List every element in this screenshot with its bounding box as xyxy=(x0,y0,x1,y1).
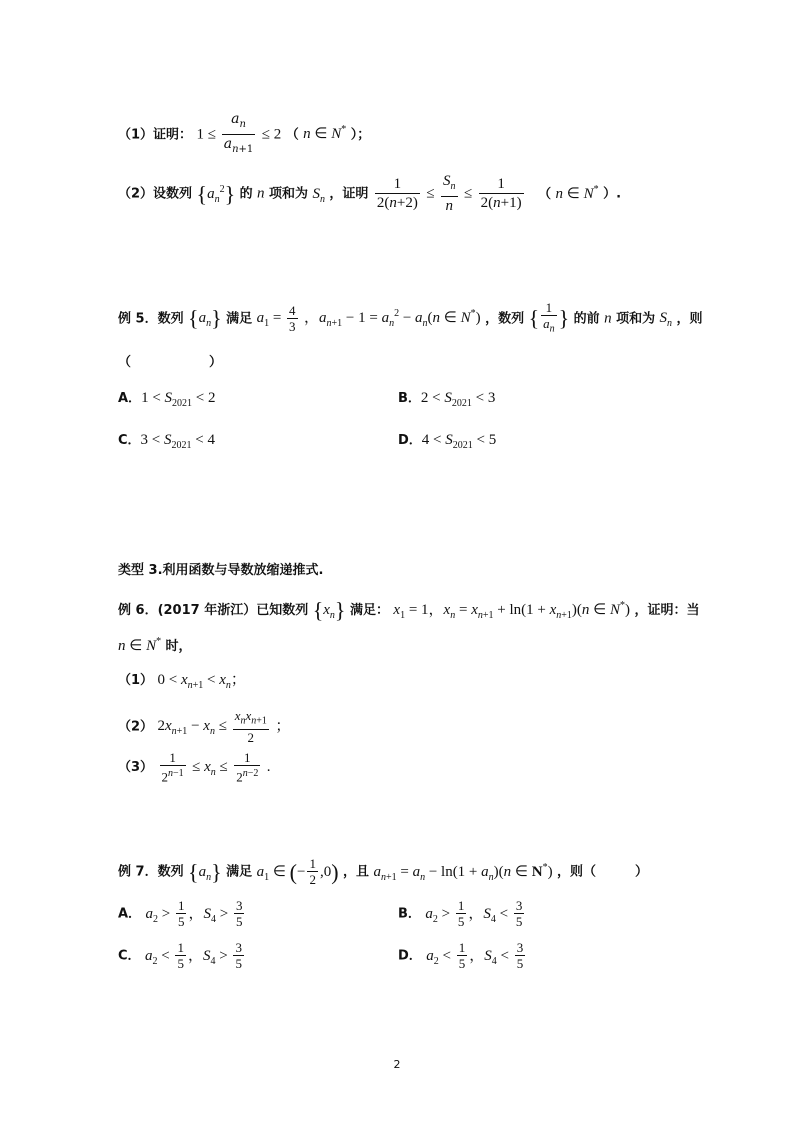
q4-part1-prefix: （1）证明： xyxy=(118,127,193,143)
example-7-label: 例 7．数列 xyxy=(118,864,184,880)
example-6-part-1: （1） $0 < x_{n+1} < x_n$； xyxy=(118,672,246,691)
fraction: $\frac{1}{2(n+1)}$ xyxy=(480,176,522,211)
example-7-option-c: C． $a_2$ < $\frac{1}{5}$ ，$S_4$ > $\frac{3}{5}$ xyxy=(118,940,242,971)
example-7-option-d: D． $a_2$ < $\frac{1}{5}$ ，$S_4$ < $\frac{3}{5}$ xyxy=(398,940,524,971)
fraction: $\frac{1}{2}$ xyxy=(309,856,316,887)
q4-part2-prefix: （2）设数列 xyxy=(118,186,193,202)
fraction: $\frac{x_nx_{n+1}}{2}$ xyxy=(234,708,267,745)
example-7-question: 例 7．数列 $\{a_n\}$ 满足 $a_1$ ∈ (− $\frac{1}{2}$ ,0) ，且 $a_{n+1} = a_n - \ln(1 + a_n)(n$ ∈ N*) ，则（ ） xyxy=(118,856,649,887)
type-3-heading: 类型 3.利用函数与导数放缩递推式. xyxy=(118,563,324,578)
fraction: $\frac{1}{2(n+2)}$ xyxy=(376,176,418,211)
example-5-question: 例 5．数列 $\{a_n\}$ 满足 $a_1$ = $\frac{4}{3}$ ，$a_{n+1} - 1 = a_n^2 - a_n(n$ ∈ N*) ，数列 { $\frac{1}{a_n}$ } 的前 n 项和为 $S_n$ ，则 xyxy=(118,300,703,335)
example-6-question-cont: n ∈ N* 时， xyxy=(118,636,192,654)
example-5-label: 例 5．数列 xyxy=(118,311,184,327)
q4-part1: （1）证明： 1 ≤ $\frac{a_n}{a_{n+1}}$ ≤ 2 （ n ∈ N* ）； xyxy=(118,110,370,159)
page-number: 2 xyxy=(393,1058,401,1071)
fraction: $\frac{S_n}{n}$ xyxy=(443,173,456,214)
fraction: $\frac{a_n}{a_{n+1}}$ xyxy=(223,111,254,155)
q4-part2: （2）设数列 $\{a_n^2\}$ 的 n 项和为 $S_n$ ，证明 $\frac{1}{2(n+2)}$ ≤ $\frac{S_n}{n}$ ≤ $\frac{1}{2(n+1)}$ （ n ∈ N* ）. xyxy=(118,173,622,214)
example-5-option-c: C．$3 < S_{2021} < 4$ xyxy=(118,432,215,451)
example-5-option-b: B．$2 < S_{2021} < 3$ xyxy=(398,390,496,409)
example-7-option-b: B． $a_2$ > $\frac{1}{5}$ ，$S_4$ < $\frac{3}{5}$ xyxy=(398,898,523,929)
fraction: $\frac{4}{3}$ xyxy=(289,302,296,334)
fraction: $\frac{1}{a_n}$ xyxy=(543,300,555,335)
example-6-part-3: （3） $\frac{1}{2^{n-1}}$ ≤ $x_n$ ≤ $\frac{1}{2^{n-2}}$ . xyxy=(118,750,271,785)
example-6-question: 例 6．(2017 年浙江）已知数列 $\{x_n\}$ 满足： $x_1 = 1$，$x_n = x_{n+1} + \ln(1 + x_{n+1})(n$ ∈ N*) ，证明：当 xyxy=(118,597,700,623)
example-5-option-a: A．$1 < S_{2021} < 2$ xyxy=(118,390,216,409)
fraction: $\frac{1}{2^{n-1}}$ xyxy=(161,750,184,785)
example-6-label: 例 6．(2017 年浙江）已知数列 xyxy=(118,603,309,618)
example-5-answer-blank: （ ） xyxy=(118,355,223,370)
example-6-part-2: （2） $2x_{n+1} - x_n$ ≤ $\frac{x_nx_{n+1}}{2}$ ； xyxy=(118,708,291,745)
fraction: $\frac{1}{2^{n-2}}$ xyxy=(236,750,259,785)
example-7-option-a: A． $a_2$ > $\frac{1}{5}$ ，$S_4$ > $\frac{3}{5}$ xyxy=(118,898,243,929)
example-5-option-d: D．$4 < S_{2021} < 5$ xyxy=(398,432,497,451)
